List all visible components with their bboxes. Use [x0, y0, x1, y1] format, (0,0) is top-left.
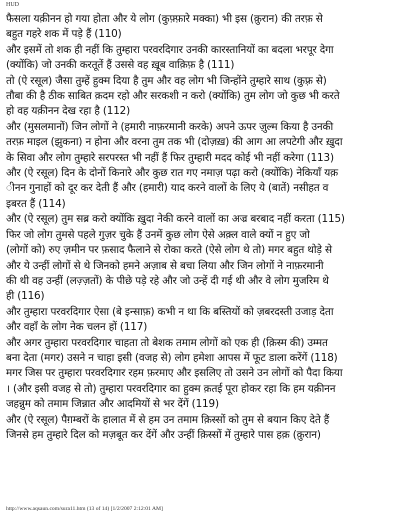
text-line: और (ऐ रसूल) पैग़म्बरों के हालात में से हम उन तमाम क़िस्सों को तुम से बयान किए देते हैं: [6, 413, 330, 426]
text-line: और इसमें तो शक ही नहीं कि तुम्हारा परवरदिगार उनकी कारस्तानियों का बदला भरपूर देगा: [6, 43, 334, 56]
text-line: ही (116): [6, 290, 45, 303]
text-line: तरफ़ माइल (झुकना) न होना और वरना तुम तक भी (दोज़ख़) की आग आ लपटेगी और ख़ुदा: [6, 136, 343, 149]
text-line: और अगर तुम्हारा परवरदिगार चाहता तो बेशक तमाम लोगों को एक ही (क़िस्म की) उम्मत: [6, 336, 328, 349]
text-line: (लोगों को) रुए ज़मीन पर फ़साद फैलाने से रोका करते (ऐसे लोग थे तो) मगर बहुत थोड़े से: [6, 244, 332, 257]
text-line: बहुत गहरे शक में पड़े हैं (110): [6, 28, 122, 41]
text-line: इबरत हैं (114): [6, 197, 66, 210]
text-line: और ये उन्हीं लोगों से थे जिनको हमने अज़ाब से बचा लिया और जिन लोगों ने नाफ़रमानी: [6, 259, 324, 272]
page-header: HUD: [6, 2, 19, 8]
text-line: के सिवा और लोग तुम्हारे सरपरस्त भी नहीं हैं फिर तुम्हारी मदद कोई भी नहीं करेगा (113): [6, 151, 334, 164]
text-line: तो (ऐ रसूल) जैसा तुम्हें हुक्म दिया है तुम और वह लोग भी जिन्होंने तुम्हारे साथ (कुफ़्र से): [6, 74, 327, 87]
text-line: फैसला यक़ीनन हो गया होता और ये लोग (कुफ़्फ़ारे मक्का) भी इस (क़ुरान) की तरफ़ से: [6, 13, 323, 25]
text-line: (क्योंकि) जो उनकी करतूतें हैं उससे वह ख़ूब वाक़िफ़ है (111): [6, 59, 235, 72]
text-line: की थी वह उन्हीं (लज़्ज़तों) के पीछे पड़े रहे और जो उन्हें दी गई थी और वे लोग मुजरिम थे: [6, 274, 329, 287]
text-line: जहन्नुम को तमाम जिन्नात और आदमियों से भर देंगें (119): [6, 398, 219, 411]
text-line: ीनन गुनाहों को दूर कर देती हैं और (हमारी) याद करने वालों के लिए ये (बातें) नसीहत व: [6, 182, 329, 195]
document-body: [6, 12, 394, 443]
text-line: और वहाँ के लोग नेक चलन हों (117): [6, 321, 148, 334]
text-line: और (ऐ रसूल) तुम सब्र करो क्योंकि ख़ुदा नेकी करने वालों का अज्र बरबाद नहीं करता (115): [6, 213, 345, 226]
text-line: जिनसे हम तुम्हारे दिल को मज़बूत कर देंगें और उन्हीं क़िस्सों में तुम्हारे पास हक़ (क़ुरान): [6, 428, 321, 441]
text-line: और (मुसलमानों) जिन लोगों ने (हमारी नाफ़रमानी करके) अपने ऊपर ज़ुल्म किया है उनकी: [6, 120, 334, 133]
text-line: । (और इसी वजह से तो) तुम्हारा परवरदिगार का हुक्म क़तई पूरा होकर रहा कि हम यक़ीनन: [6, 382, 336, 395]
text-line: फिर जो लोग तुमसे पहले गुज़र चुके हैं उनमें कुछ लोग ऐसे अक़्ल वाले क्यों न हुए जो: [6, 228, 310, 241]
text-line: तौबा की है ठीक साबित क़दम रहो और सरकशी न करो (क्योंकि) तुम लोग जो कुछ भी करते: [6, 90, 340, 103]
text-line: बना देता (मगर) उसने न चाहा इसी (वजह से) लोग हमेशा आपस में फूट डाला करेंगें (118): [6, 351, 338, 364]
text-line: और (ऐ रसूल) दिन के दोनों किनारे और कुछ रात गए नमाज़ पढ़ा करो (क्योंकि) नेकियाँ यक़: [6, 167, 338, 180]
text-line: मगर जिस पर तुम्हारा परवरदिगार रहम फ़रमाए और इसलिए तो उसने उन लोगों को पैदा किया: [6, 367, 343, 380]
text-line: हो वह यक़ीनन देख रहा है (112): [6, 105, 131, 118]
page-footer-url: http://www.aqsaun.com/sura11.htm (13 of 14) [1/2/2007 2:12:01 AM]: [6, 506, 163, 512]
text-line: और तुम्हारा परवरदिगार ऐसा (बे इन्साफ़) कभी न था कि बस्तियों को ज़बरदस्ती उजाड़ देता: [6, 305, 334, 318]
